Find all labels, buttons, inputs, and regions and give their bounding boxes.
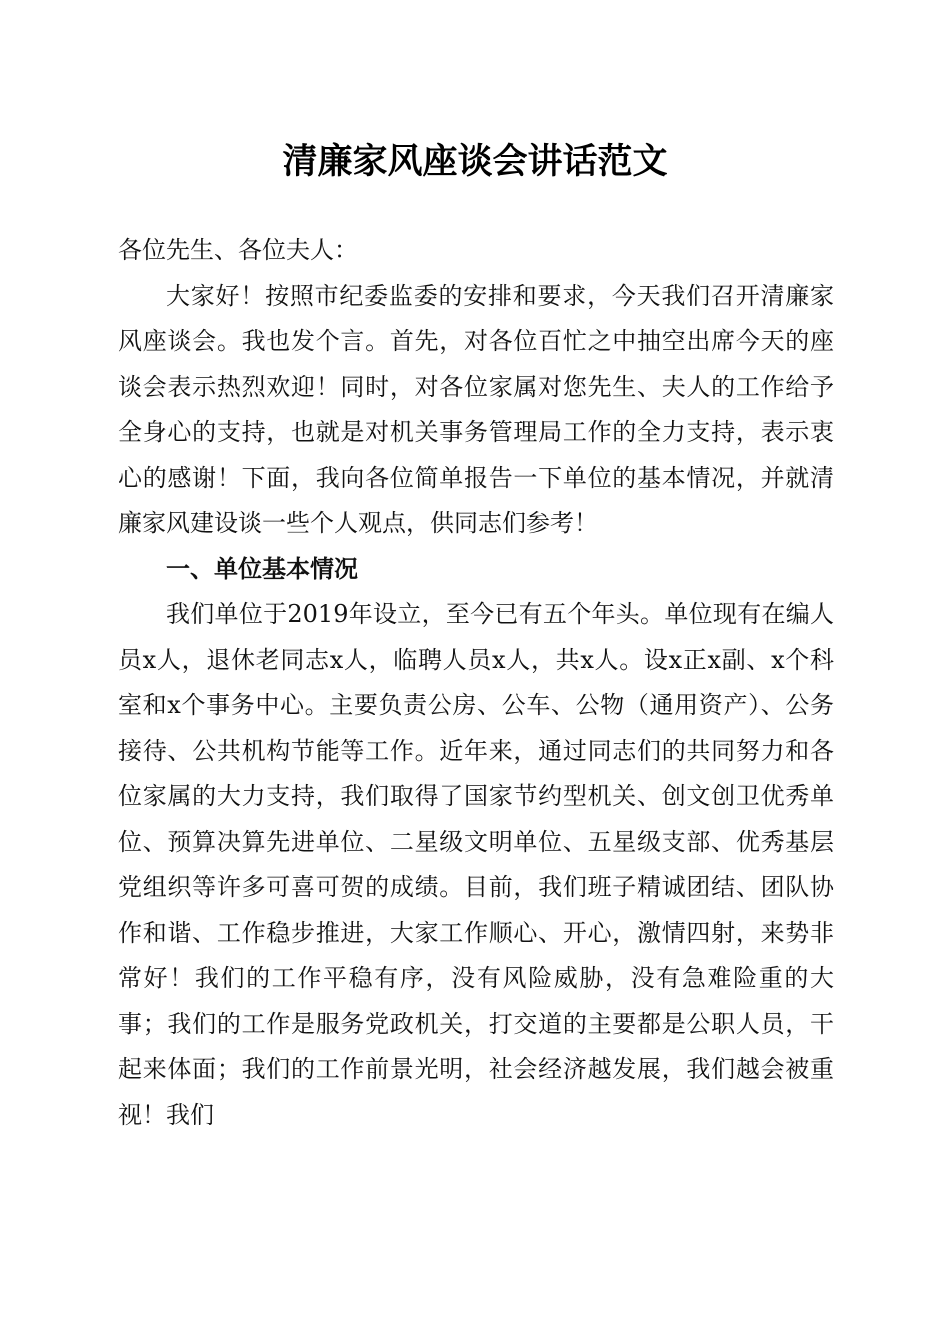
salutation: 各位先生、各位夫人：: [118, 236, 358, 264]
paragraph-unit-overview: 我们单位于2019年设立，至今已有五个年头。单位现有在编人员x人，退休老同志x人，临聘人员x人，共x人。设x正x副、x个科室和x个事务中心。主要负责公房、公车、公物（通用资产）、公务接待、公共机构节能等工作。近年来，通过同志们的共同努力和各位家属的大力支持，我们取得了国家节约型机关、创文创卫优秀单位、预算决算先进单位、二星级文明单位、五星级支部、优秀基层党组织等许多可喜可贺的成绩。目前，我们班子精诚团结、团队协作和谐、工作稳步推进，大家工作顺心、开心，激情四射，来势非常好！我们的工作平稳有序，没有风险威胁，没有急难险重的大事；我们的工作是服务党政机关，打交道的主要都是公职人员，干起来体面；我们的工作前景光明，社会经济越发展，我们越会被重视！我们: [118, 600, 834, 1129]
paragraph-opening: 大家好！按照市纪委监委的安排和要求，今天我们召开清廉家风座谈会。我也发个言。首先，对各位百忙之中抽空出席今天的座谈会表示热烈欢迎！同时，对各位家属对您先生、夫人的工作给予全身心的支持，也就是对机关事务管理局工作的全力支持，表示衷心的感谢！下面，我向各位简单报告一下单位的基本情况，并就清廉家风建设谈一些个人观点，供同志们参考！: [118, 281, 834, 537]
document-body: [118, 228, 834, 1138]
document-title: 清廉家风座谈会讲话范文: [282, 141, 668, 182]
section-heading: 一、单位基本情况: [166, 554, 358, 583]
